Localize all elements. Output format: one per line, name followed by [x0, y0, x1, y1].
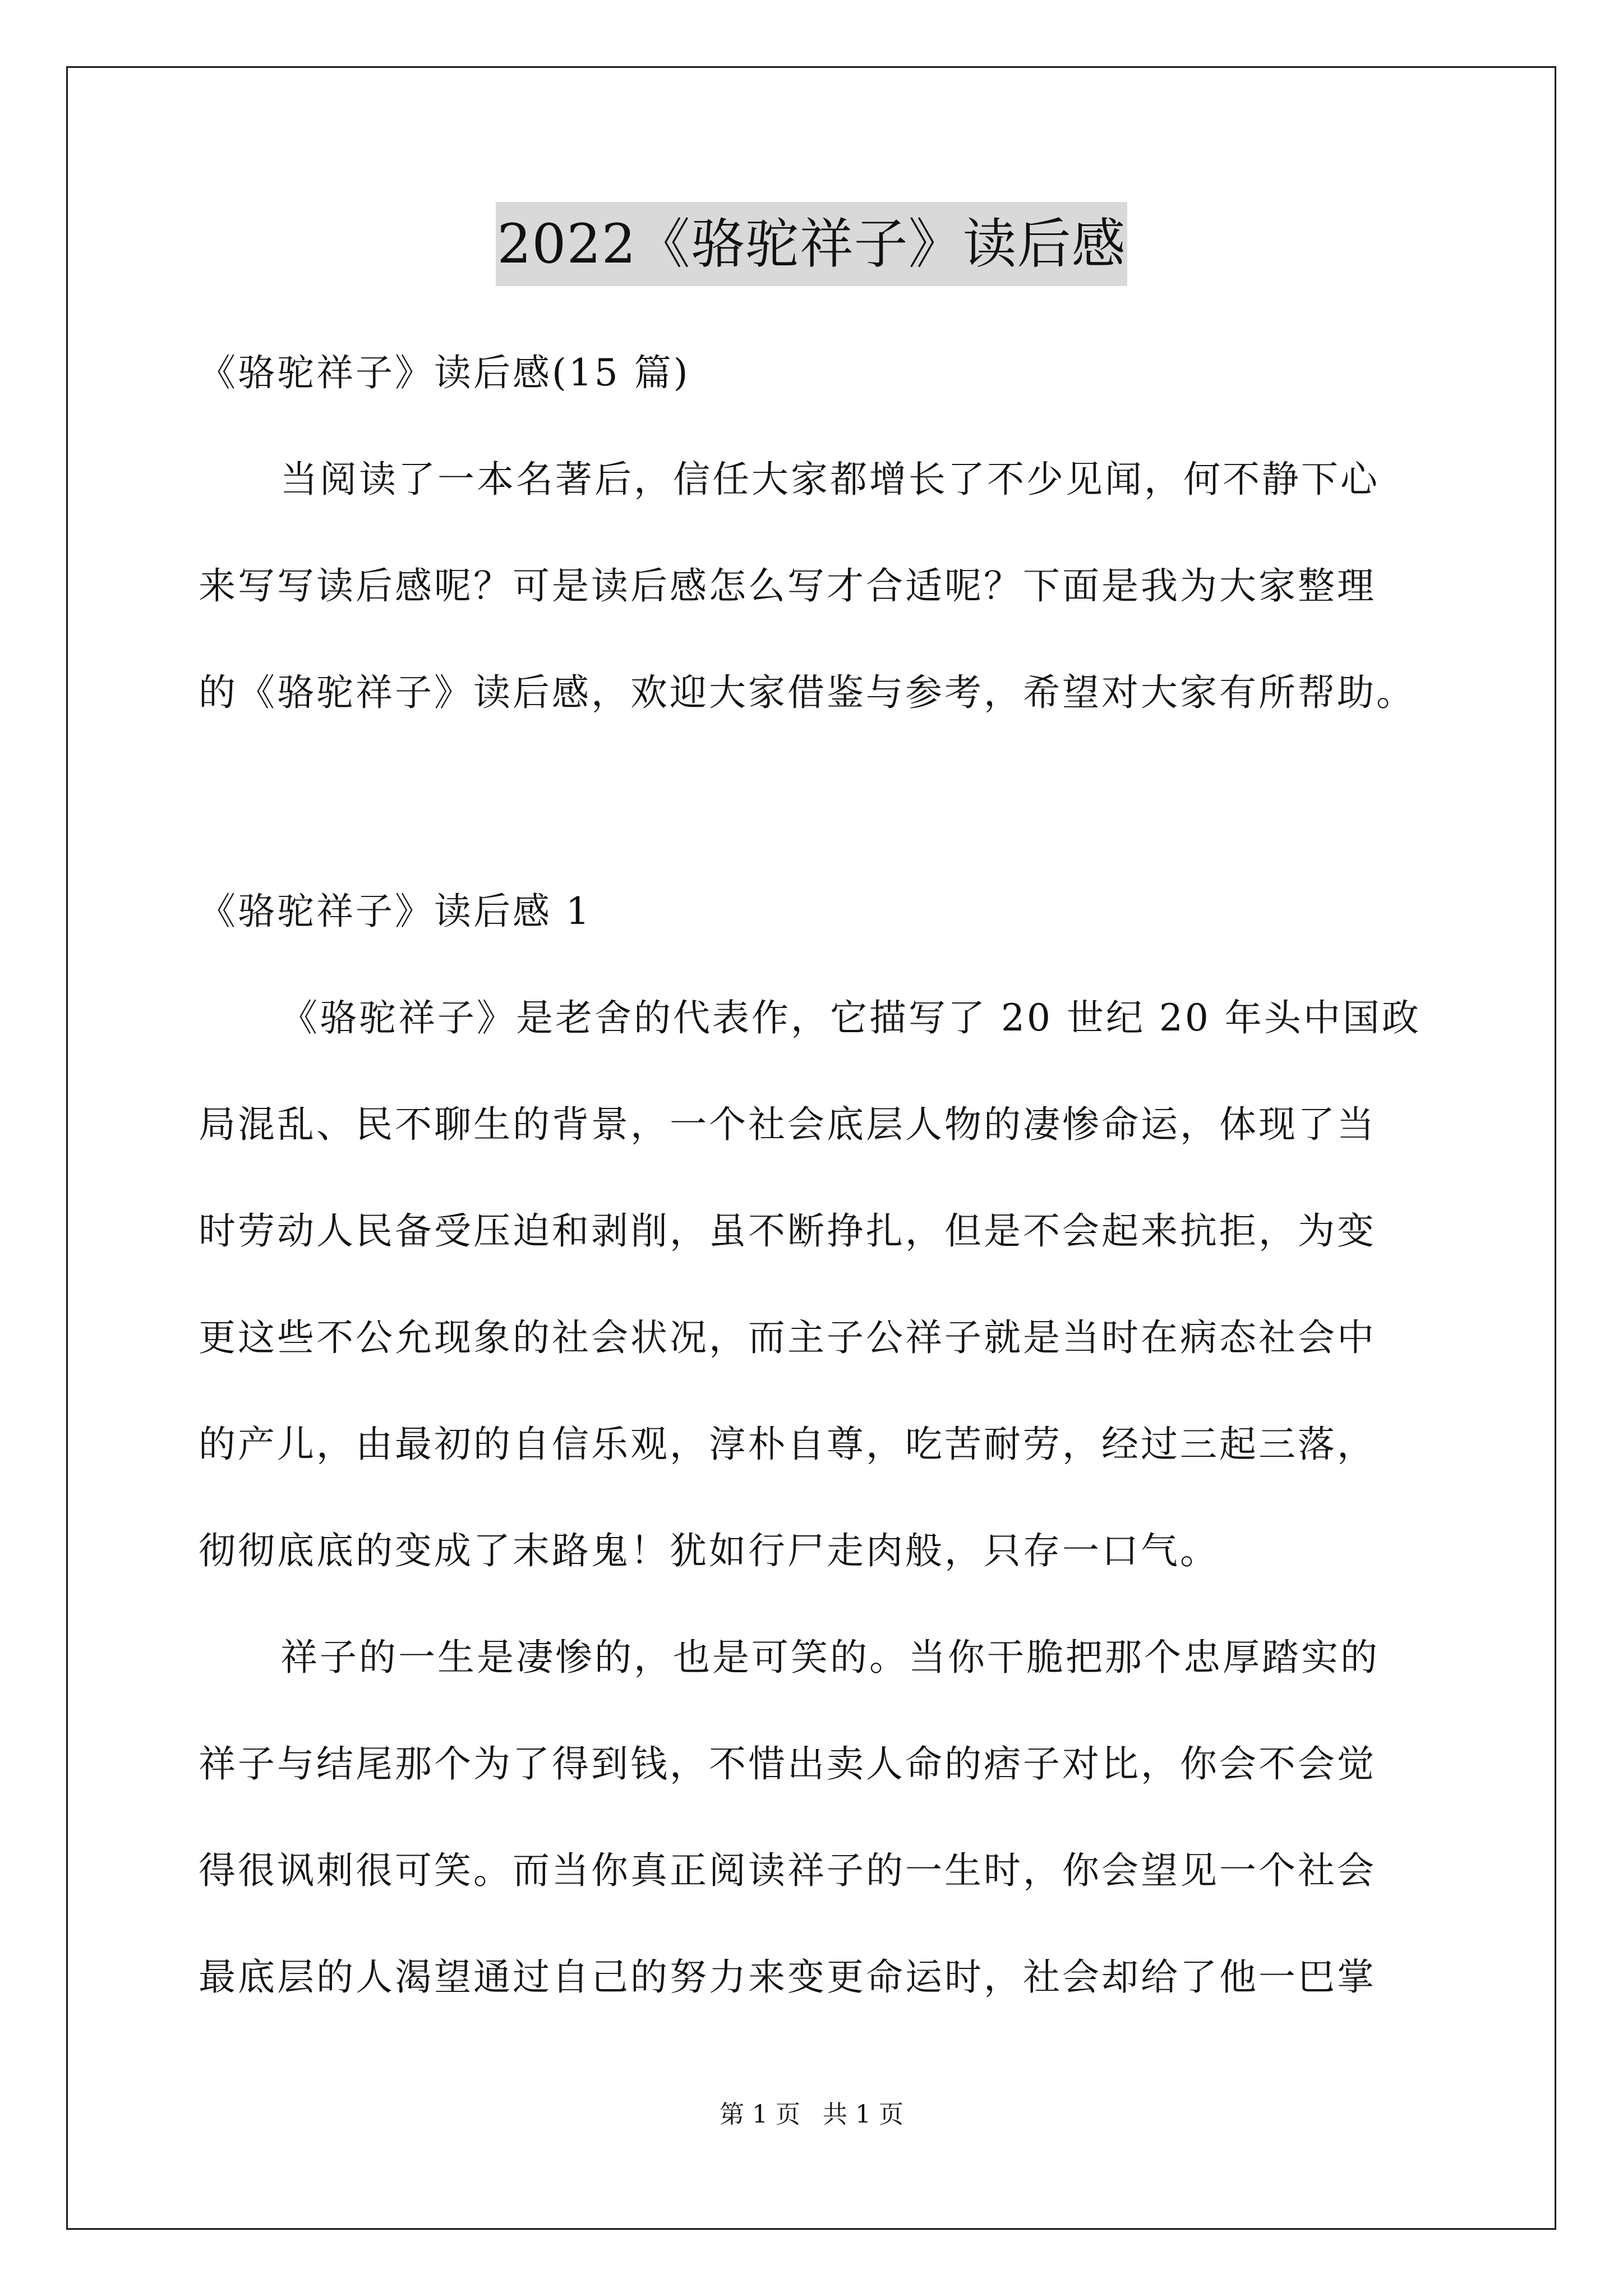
paragraph-line: 更这些不公允现象的社会状况，而主子公祥子就是当时在病态社会中: [199, 1316, 1376, 1359]
document-subtitle: 《骆驼祥子》读后感(15 篇): [199, 351, 690, 394]
paragraph-line: 时劳动人民备受压迫和剥削，虽不断挣扎，但是不会起来抗拒，为变: [199, 1209, 1376, 1253]
paragraph-line: 最底层的人渴望通过自己的努力来变更命运时，社会却给了他一巴掌: [199, 1955, 1376, 1999]
paragraph-line: 局混乱、民不聊生的背景，一个社会底层人物的凄惨命运，体现了当: [199, 1103, 1376, 1146]
section-heading-block: [199, 858, 1432, 965]
intro-line: 当阅读了一本名著后，信任大家都增长了不少见闻，何不静下心: [280, 458, 1380, 501]
page-footer: [0, 2098, 1623, 2132]
paragraph-line: 祥子的一生是凄惨的，也是可笑的。当你干脆把那个忠厚踏实的: [280, 1636, 1380, 1679]
page-total: 共 1 页: [823, 2100, 903, 2129]
intro-line: 来写写读后感呢？可是读后感怎么写才合适呢？下面是我为大家整理: [199, 564, 1376, 608]
section-heading: 《骆驼祥子》读后感 1: [199, 890, 592, 933]
title-container: [0, 202, 1623, 286]
paragraph-line: 的产儿，由最初的自信乐观，淳朴自尊，吃苦耐劳，经过三起三落，: [199, 1423, 1376, 1466]
intro-paragraph: [199, 426, 1432, 746]
paragraph-line: 彻彻底底的变成了末路鬼！犹如行尸走肉般，只存一口气。: [199, 1529, 1219, 1572]
paragraph-line: 得很讽刺很可笑。而当你真正阅读祥子的一生时，你会望见一个社会: [199, 1849, 1376, 1892]
paragraph-line: 祥子与结尾那个为了得到钱，不惜出卖人命的痞子对比，你会不会觉: [199, 1742, 1376, 1786]
paragraph-line: 《骆驼祥子》是老舍的代表作，它描写了 20 世纪 20 年头中国政: [280, 996, 1421, 1039]
subtitle-block: [199, 320, 1432, 426]
intro-line: 的《骆驼祥子》读后感，欢迎大家借鉴与参考，希望对大家有所帮助。: [199, 671, 1415, 714]
paragraph-1: [199, 965, 1432, 1604]
page-number: 第 1 页: [720, 2100, 800, 2129]
document-title: 2022《骆驼祥子》读后感: [496, 202, 1127, 286]
paragraph-2: [199, 1604, 1432, 2031]
